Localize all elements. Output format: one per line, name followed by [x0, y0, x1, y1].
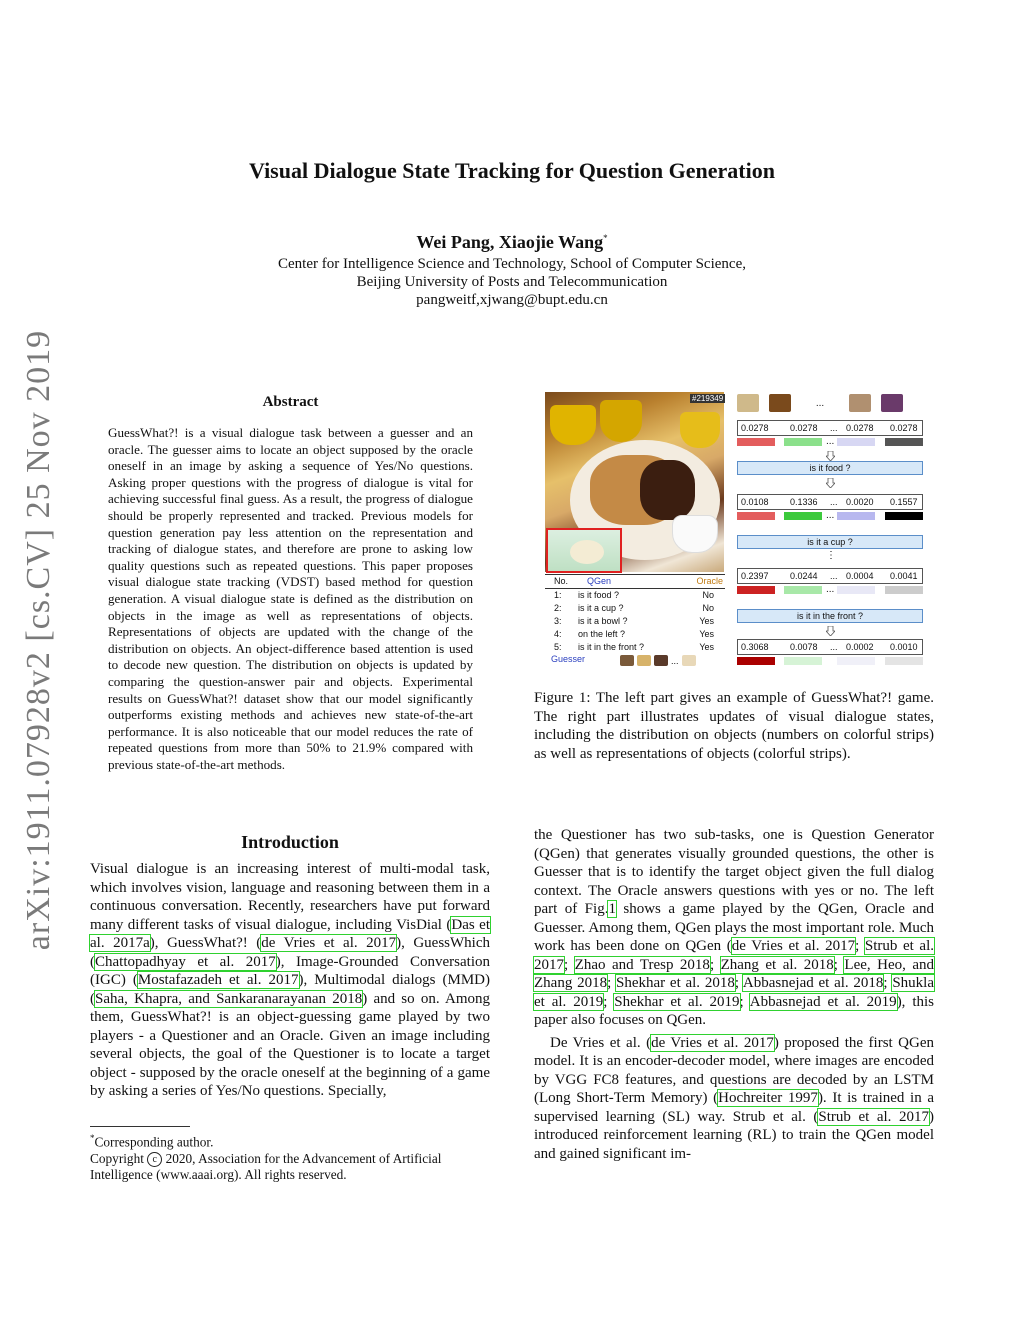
footnote: *Corresponding author. Copyright c 2020, Association for the Advancement of Artificial Intelligence (www.aaai.org). All rights reserved.: [90, 1133, 442, 1183]
citation-link[interactable]: Lee, Heo, and Zhang 2018: [534, 956, 935, 991]
paper-authors: Wei Pang, Xiaojie Wang*: [416, 232, 608, 252]
affiliation-line-1: Center for Intelligence Science and Technology, School of Computer Science,: [278, 256, 746, 272]
citation-link[interactable]: Zhao and Tresp 2018: [574, 956, 710, 973]
citation-link[interactable]: de Vries et al. 2017: [651, 1034, 774, 1051]
citation-link[interactable]: Abbasnejad et al. 2018: [742, 975, 884, 991]
chocolate-shape: [640, 460, 695, 520]
citation-link[interactable]: Mostafazadeh et al. 2017: [137, 972, 299, 988]
citation-link[interactable]: Chattopadhyay et al. 2017: [95, 953, 276, 970]
icecream-shape: [570, 540, 604, 564]
dialogue-row: 3: is it a bowl ? Yes: [554, 616, 714, 626]
citation-link[interactable]: Hochreiter 1997: [718, 1090, 818, 1106]
jug-shape: [672, 515, 718, 553]
citation-link[interactable]: Saha, Khapra, and Sankaranarayanan 2018: [95, 990, 363, 1007]
dialogue-table: [545, 574, 725, 654]
citation-link[interactable]: Zhang et al. 2018: [720, 956, 834, 973]
citation-link[interactable]: Shukla et al. 2019: [534, 975, 934, 1010]
citation-link[interactable]: Strub et al. 2017: [818, 1108, 929, 1125]
dialogue-row: 5: is it in the front ? Yes: [554, 642, 714, 652]
citation-link[interactable]: de Vries et al. 2017: [261, 935, 397, 951]
citation-link[interactable]: Shekhar et al. 2019: [614, 993, 740, 1010]
dialogue-row: 2: is it a cup ? No: [554, 603, 714, 613]
question-box: is it food ?: [737, 461, 923, 475]
introduction-heading: Introduction: [241, 832, 339, 852]
footnote-rule: [90, 1126, 190, 1127]
guesser-candidates: ...: [620, 655, 696, 666]
object-thumbnails: ...: [737, 394, 903, 412]
affiliation-line-2: Beijing University of Posts and Telecommunication: [356, 274, 668, 290]
citation-link[interactable]: Shekhar et al. 2018: [616, 975, 735, 991]
distribution-row: 0.0278 0.0278 ... 0.0278 0.0278: [737, 420, 923, 436]
cup-shape: [600, 400, 642, 442]
down-arrow-icon: [826, 626, 835, 636]
object-thumb: [881, 394, 903, 412]
paper-title: Visual Dialogue State Tracking for Question Generation: [249, 158, 775, 183]
dialogue-row: 4: on the left ? Yes: [554, 629, 714, 639]
candidate-thumb: [637, 655, 651, 666]
object-thumb: [737, 394, 759, 412]
intro-paragraph-3: De Vries et al. (de Vries et al. 2017) proposed the first QGen model. It is an encoder-decoder model, where images are encoded by VGG FC8 features, and questions are decoded by an LSTM (Long Short-Term Memory) (Hochreiter 1997). It is trained in a supervised learning (SL) way. Strub et al. (Strub et al. 2017) introduced reinforcement learning (RL) to train the QGen model and gained significant im-: [534, 1034, 934, 1162]
citation-link[interactable]: Strub et al. 2017: [534, 938, 934, 973]
citation-link[interactable]: Abbasnejad et al. 2019: [749, 993, 897, 1010]
arxiv-stamp: arXiv:1911.07928v2 [cs.CV] 25 Nov 2019: [20, 329, 57, 951]
candidate-thumb: [682, 655, 696, 666]
down-arrow-icon: [826, 451, 835, 461]
object-thumb: [849, 394, 871, 412]
dialogue-table-header: No. QGen Oracle: [545, 574, 725, 589]
candidate-thumb: [654, 655, 668, 666]
citation-link[interactable]: Das et al. 2017a: [90, 916, 491, 951]
intro-paragraph-2: the Questioner has two sub-tasks, one is Question Generator (QGen) that generates visually grounded questions, the other is Guesser that is to identify the target object given the full dialog context. The Oracle answers questions with yes or no. The left part of Fig.1 shows a game played by the QGen, Oracle and Guesser. Among them, QGen plays the most important role. Much work has been done on QGen (de Vries et al. 2017; Strub et al. 2017; Zhao and Tresp 2018; Zhang et al. 2018; Lee, Heo, and Zhang 2018; Shekhar et al. 2018; Abbasnejad et al. 2018; Shukla et al. 2019; Shekhar et al. 2019; Abbasnejad et al. 2019), this paper also focuses on QGen.: [534, 827, 935, 1028]
cup-shape: [680, 412, 720, 448]
guesser-label: Guesser: [551, 654, 586, 664]
object-strips: [737, 657, 923, 665]
cup-shape: [550, 405, 596, 445]
image-id-label: #219349: [692, 394, 724, 403]
object-thumb: [769, 394, 791, 412]
intro-paragraph-1: Visual dialogue is an increasing interest of multi-modal task, which involves vision, language and reasoning between them in a continuous conversation. Recently, researchers have put forward many different tasks of visual dialogue, including VisDial (Das et al. 2017a), GuessWhat?! (de Vries et al. 2017), GuessWhich (Chattopadhyay et al. 2017), Image-Grounded Conversation (IGC) (Mostafazadeh et al. 2017), Multimodal dialogs (MMD) (Saha, Khapra, and Sankaranarayanan 2018) and so on. Among them, GuessWhat?! is an object-guessing game played by two players - a Questioner and an Oracle. Given an image including several objects, the goal of the Questioner is to locate a target object - supposed by the oracle oneself at the beginning of a game by asking a series of Yes/No questions. Specially,: [90, 861, 491, 1099]
down-arrow-icon: [826, 478, 835, 488]
question-box: is it a cup ?: [737, 535, 923, 549]
right-column-text: [534, 826, 934, 1163]
abstract-heading: Abstract: [262, 394, 319, 410]
distribution-row: 0.2397 0.0244 ... 0.0004 0.0041: [737, 568, 923, 584]
candidate-thumb: [620, 655, 634, 666]
citation-link[interactable]: de Vries et al. 2017: [731, 938, 856, 954]
question-box: is it in the front ?: [737, 609, 923, 623]
distribution-row: 0.3068 0.0078 ... 0.0002 0.0010: [737, 639, 923, 655]
distribution-row: 0.0108 0.1336 ... 0.0020 0.1557: [737, 494, 923, 510]
figure-ref-link[interactable]: 1: [608, 901, 616, 917]
figure-caption: Figure 1: The left part gives an example of GuessWhat?! game. The right part illustrates updates of visual dialogue states, including the distribution on objects (numbers on colorful strips) as well as representations of objects (colorful strips).: [534, 690, 934, 762]
abstract-text: GuessWhat?! is a visual dialogue task between a guesser and an oracle. The guesser aims to locate an object supposed by the oracle oneself in an image by asking a sequence of Yes/No questions. Asking proper questions with the progress of dialogue is vital for achieving successful final guess. As a result, the progress of dialogue should be properly represented and tracked. Previous models for question generation pay less attention on the representation and tracking of dialogue states, and therefore are prone to asking low quality questions such as repeated questions. This paper proposes visual dialogue state tracking (VDST) based method for question generation. A visual dialogue state is defined as the distribution on objects in the image as well as representations of objects. Representations of objects are updated with the change of the distribution on objects. An object-difference based attention is used to decode new question. The distribution on objects is updated by comparing the question-answer pair and objects. Experimental results on GuessWhat?! dataset show that our model significantly outperforms existing methods and achieves new state-of-the-art performance. It is also noticeable that our model reduces the rate of repeated questions from more than 50% to 21.9% compared with previous state-of-the-art methods.: [108, 425, 473, 772]
copyright-icon: c: [147, 1152, 162, 1167]
dialogue-row: 1: is it food ? No: [554, 590, 714, 600]
author-email: pangweitf,xjwang@bupt.edu.cn: [416, 292, 608, 308]
